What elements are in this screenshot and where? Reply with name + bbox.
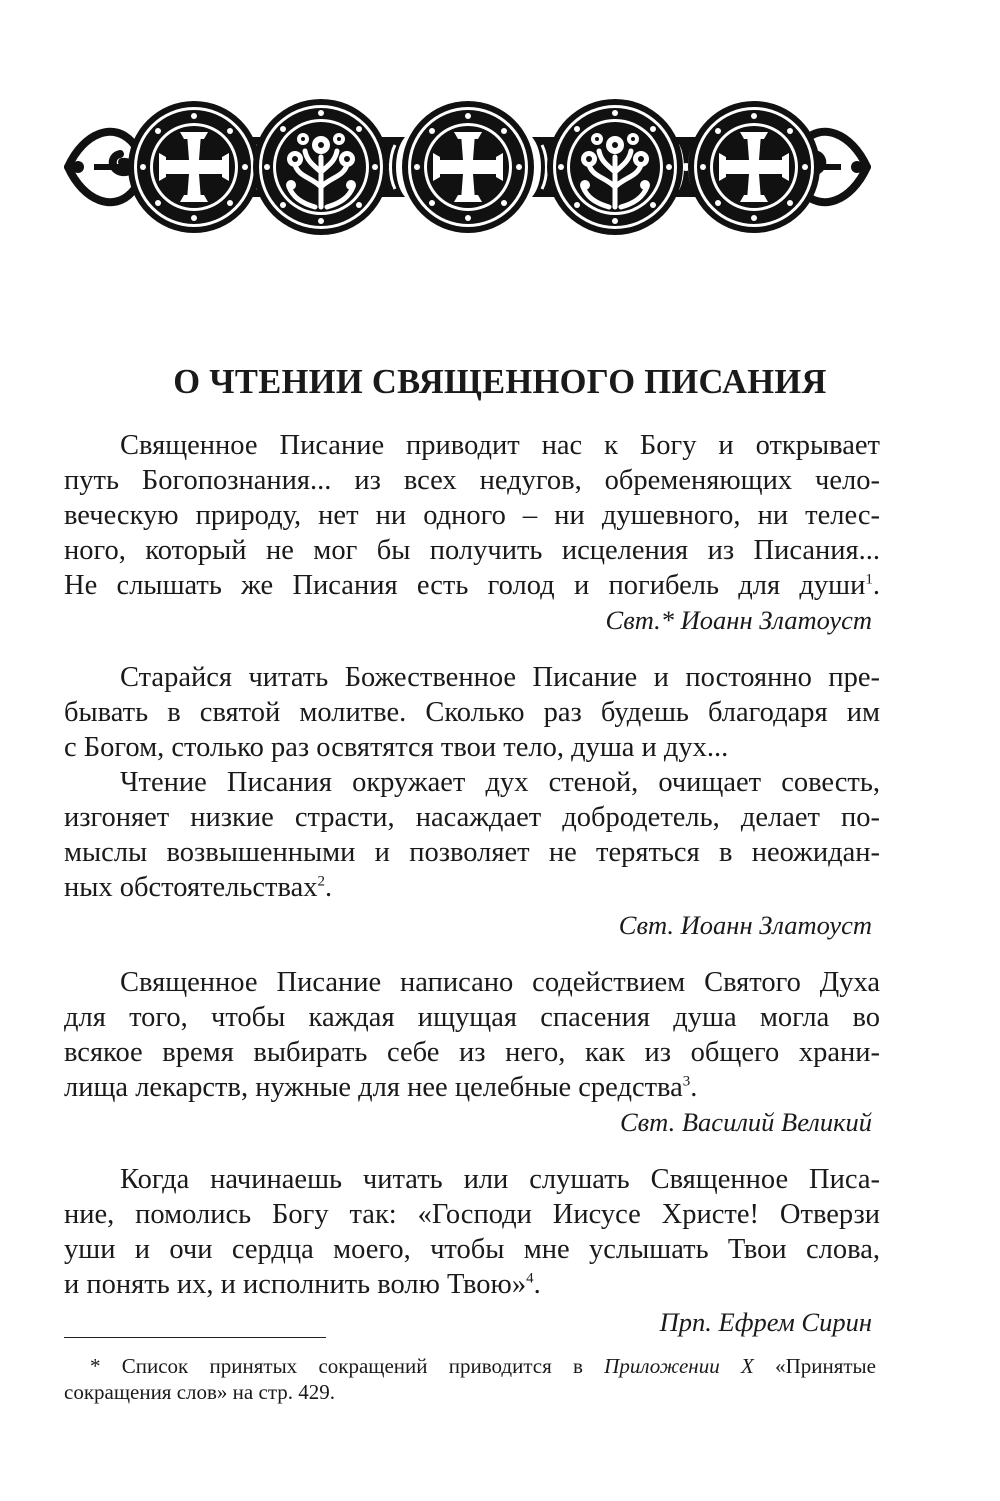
- text-line: мыслы возвышенными и позволяет не теряться в неожидан-: [64, 837, 880, 868]
- flower-tree-icon: [253, 99, 389, 235]
- text-line: Когда начинаешь читать или слушать Священное Писа-: [120, 1164, 880, 1195]
- text-line: Священное Писание написано содействием Святого Духа: [120, 967, 880, 998]
- text-line: с Богом, столько раз освятятся твои тело, душа и дух...: [64, 732, 729, 763]
- quote-attribution: Прп. Ефрем Сирин: [659, 1307, 872, 1337]
- period: .: [324, 872, 333, 903]
- quote-attribution: Свт. Иоанн Златоуст: [618, 910, 872, 940]
- text-fragment: Не слышать же Писания есть голод и погибель для души: [64, 570, 866, 601]
- footnote-line: [64, 1353, 876, 1379]
- footnote: [64, 1353, 876, 1405]
- text-fragment: ных обстоятельствах: [64, 872, 318, 903]
- text-line: путь Богопознания... из всех недугов, обременяющих чело-: [64, 465, 880, 496]
- text-line: ние, помолись Богу так: «Господи Иисусе Христе! Отверзи: [64, 1199, 880, 1230]
- footnote-mark: 1: [865, 571, 873, 588]
- text-line: для того, чтобы каждая ищущая спасения душа могла во: [64, 1002, 880, 1033]
- text-fragment: лища лекарств, нужные для нее целебные средства: [64, 1072, 683, 1103]
- text-line: всякое время выбирать себе из него, как из общего храни-: [64, 1037, 880, 1068]
- text-line-final: [64, 568, 880, 603]
- text-line-final: [64, 870, 880, 905]
- text-line-final: [64, 1267, 880, 1302]
- page-title: О ЧТЕНИИ СВЯЩЕННОГО ПИСАНИЯ: [173, 363, 827, 401]
- quote-attribution: Свт.* Иоанн Златоуст: [605, 605, 872, 635]
- quote-block: [64, 660, 880, 943]
- text-line: Священное Писание приводит нас к Богу и открывает: [120, 430, 880, 461]
- cross-medallion-icon: [688, 101, 820, 233]
- quote-block: [64, 1162, 880, 1340]
- footnote-mark: 4: [526, 1270, 534, 1287]
- quotes-body: [64, 428, 880, 1340]
- footnote-text: Список принятых сокращений приводится в: [100, 1354, 605, 1378]
- text-line: изгоняет низкие страсти, насаждает добродетель, делает по-: [64, 802, 880, 833]
- cross-medallion-icon: [402, 101, 534, 233]
- text-line-final: [64, 1070, 880, 1105]
- text-fragment: и понять их, и исполнить волю Твою»: [64, 1269, 527, 1300]
- quote-block: [64, 428, 880, 638]
- text-line: Старайся читать Божественное Писание и постоянно пре-: [120, 662, 880, 693]
- period: .: [872, 570, 880, 601]
- flower-tree-icon: [547, 99, 683, 235]
- quote-block: [64, 965, 880, 1140]
- text-line: веческую природу, нет ни одного – ни душевного, ни телес-: [64, 500, 880, 531]
- footnote-mark: 2: [317, 873, 325, 890]
- period: .: [533, 1269, 541, 1300]
- footnote-marker: *: [90, 1354, 101, 1378]
- footnote-divider: [64, 1337, 326, 1338]
- quote-attribution: Свт. Василий Великий: [619, 1107, 872, 1137]
- cross-medallion-icon: [128, 101, 260, 233]
- footnote-text: «Принятые: [753, 1354, 876, 1378]
- footnote-emphasis: Приложении X: [604, 1354, 754, 1378]
- period: .: [690, 1072, 698, 1103]
- footnote-mark: 3: [682, 1073, 691, 1090]
- text-line: уши и очи сердца моего, чтобы мне услышать Твои слова,: [64, 1234, 880, 1265]
- text-line: ного, который не мог бы получить исцеления из Писания...: [64, 535, 880, 566]
- decorative-ornament-band: [64, 92, 871, 242]
- text-line: бывать в святой молитве. Сколько раз будешь благодаря им: [64, 697, 880, 728]
- text-line: Чтение Писания окружает дух стеной, очищает совесть,: [120, 767, 880, 798]
- footnote-line: сокращения слов» на стр. 429.: [64, 1380, 336, 1404]
